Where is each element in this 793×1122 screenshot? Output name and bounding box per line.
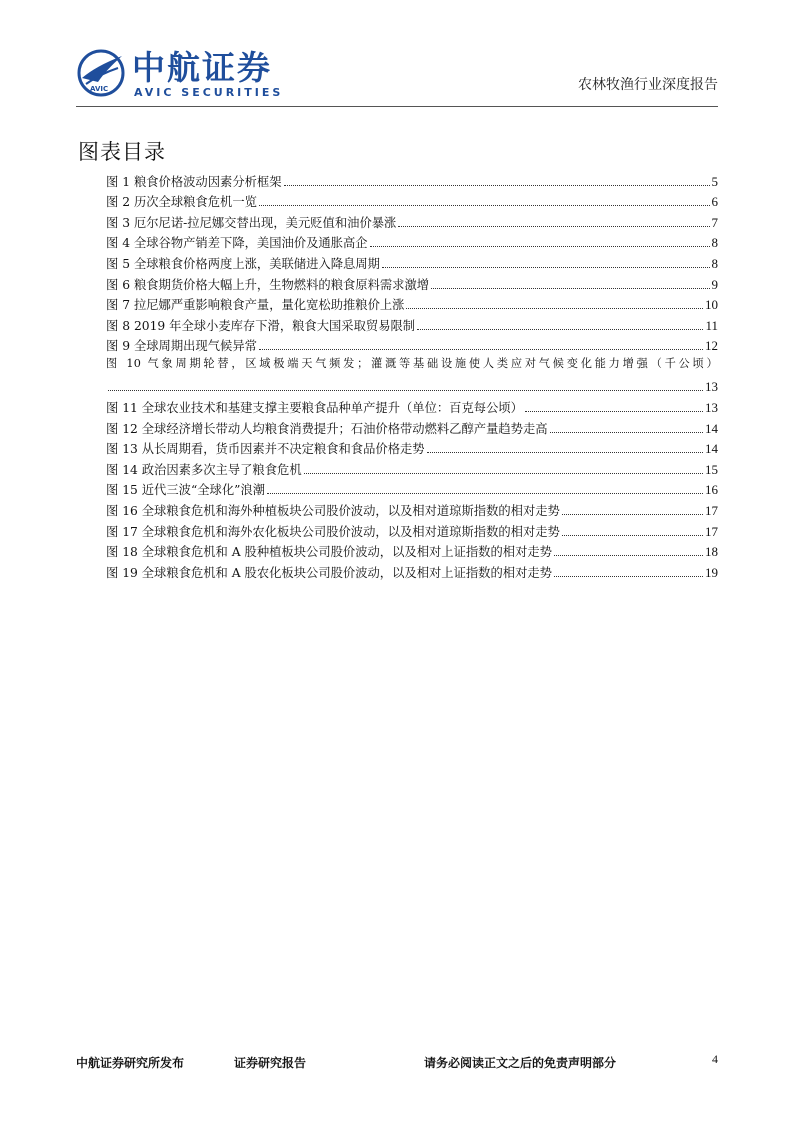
toc-entry[interactable] bbox=[106, 458, 718, 479]
toc-list bbox=[106, 170, 718, 582]
toc-entry-label: 图 9 全球周期出现气候异常 bbox=[106, 339, 257, 354]
toc-entry[interactable] bbox=[106, 191, 718, 212]
toc-entry-page: 19 bbox=[705, 564, 718, 580]
toc-entry[interactable] bbox=[106, 355, 718, 396]
toc-leader bbox=[267, 493, 703, 494]
toc-entry-page: 15 bbox=[705, 461, 718, 477]
toc-leader bbox=[284, 185, 710, 186]
page-footer bbox=[76, 1052, 718, 1074]
toc-entry-label: 图 18 全球粮食危机和 A 股种植板块公司股价波动，以及相对上证指数的相对走势 bbox=[106, 545, 552, 560]
toc-leader bbox=[259, 349, 703, 350]
toc-entry[interactable] bbox=[106, 561, 718, 582]
toc-entry-label: 图 8 2019 年全球小麦库存下滑，粮食大国采取贸易限制 bbox=[106, 318, 416, 333]
toc-entry[interactable] bbox=[106, 252, 718, 273]
toc-leader bbox=[554, 555, 703, 556]
toc-entry[interactable] bbox=[106, 499, 718, 520]
toc-leader bbox=[108, 390, 703, 391]
footer-disclaimer: 请务必阅读正文之后的免责声明部分 bbox=[424, 1056, 617, 1070]
toc-leader bbox=[406, 308, 703, 309]
toc-entry[interactable] bbox=[106, 417, 718, 438]
toc-entry-label: 图 16 全球粮食危机和海外种植板块公司股价波动，以及相对道琼斯指数的相对走势 bbox=[106, 503, 560, 518]
toc-entry-page: 14 bbox=[705, 441, 718, 457]
toc-entry-page: 13 bbox=[705, 379, 718, 395]
toc-entry-label: 图 14 政治因素多次主导了粮食危机 bbox=[106, 462, 302, 477]
toc-entry[interactable] bbox=[106, 211, 718, 232]
avic-logo-icon bbox=[76, 48, 126, 98]
toc-leader bbox=[427, 452, 703, 453]
toc-entry-label: 图 3 厄尔尼诺-拉尼娜交替出现，美元贬值和油价暴涨 bbox=[106, 215, 397, 230]
page-number: 4 bbox=[712, 1052, 718, 1066]
toc-entry[interactable] bbox=[106, 170, 718, 191]
toc-entry-page: 10 bbox=[705, 297, 718, 313]
toc-leader bbox=[417, 329, 703, 330]
report-type: 农林牧渔行业深度报告 bbox=[578, 77, 718, 93]
toc-title: 图表目录 bbox=[78, 140, 166, 164]
logo-badge: AVIC bbox=[90, 85, 109, 93]
toc-entry-label: 图 4 全球谷物产销差下降，美国油价及通胀高企 bbox=[106, 236, 368, 251]
toc-entry-page: 8 bbox=[711, 235, 718, 251]
toc-entry[interactable] bbox=[106, 273, 718, 294]
toc-entry-page: 8 bbox=[711, 255, 718, 271]
toc-leader bbox=[431, 288, 709, 289]
toc-entry[interactable] bbox=[106, 335, 718, 356]
toc-entry-page: 16 bbox=[705, 482, 718, 498]
toc-leader bbox=[554, 576, 703, 577]
toc-entry-page: 17 bbox=[705, 523, 718, 539]
toc-entry-label: 图 12 全球经济增长带动人均粮食消费提升；石油价格带动燃料乙醇产量趋势走高 bbox=[106, 421, 548, 436]
toc-entry-label: 图 6 粮食期货价格大幅上升，生物燃料的粮食原料需求激增 bbox=[106, 277, 430, 292]
toc-entry-page: 11 bbox=[705, 317, 718, 333]
footer-publisher: 中航证券研究所发布 bbox=[76, 1056, 185, 1070]
toc-entry-label: 图 10 气象周期轮替，区域极端天气频发；灌溉等基础设施使人类应对气候变化能力增强（千公顷） bbox=[106, 357, 718, 371]
toc-entry-page: 14 bbox=[705, 420, 718, 436]
toc-entry-page: 17 bbox=[705, 502, 718, 518]
toc-entry-label: 图 5 全球粮食价格两度上涨，美联储进入降息周期 bbox=[106, 256, 380, 271]
toc-entry[interactable] bbox=[106, 396, 718, 417]
toc-entry-page: 7 bbox=[711, 214, 718, 230]
toc-entry-label: 图 1 粮食价格波动因素分析框架 bbox=[106, 174, 282, 189]
toc-entry-page: 6 bbox=[711, 194, 718, 210]
toc-entry-label: 图 13 从长周期看，货币因素并不决定粮食和食品价格走势 bbox=[106, 442, 425, 457]
toc-entry-page: 5 bbox=[711, 173, 718, 189]
toc-entry-page: 12 bbox=[705, 338, 718, 354]
logo-text-cn: 中航证券 bbox=[132, 48, 272, 87]
toc-entry-label: 图 7 拉尼娜严重影响粮食产量，量化宽松助推粮价上涨 bbox=[106, 298, 405, 313]
toc-leader bbox=[562, 514, 703, 515]
toc-entry-label: 图 15 近代三波“全球化”浪潮 bbox=[106, 483, 266, 498]
toc-leader bbox=[398, 226, 709, 227]
header-divider bbox=[76, 106, 718, 107]
toc-leader bbox=[550, 432, 703, 433]
toc-entry-label: 图 19 全球粮食危机和 A 股农化板块公司股价波动，以及相对上证指数的相对走势 bbox=[106, 565, 552, 580]
toc-leader bbox=[525, 411, 703, 412]
toc-leader bbox=[562, 535, 703, 536]
toc-entry-label: 图 2 历次全球粮食危机一览 bbox=[106, 195, 257, 210]
toc-entry-label: 图 17 全球粮食危机和海外农化板块公司股价波动，以及相对道琼斯指数的相对走势 bbox=[106, 524, 560, 539]
toc-entry[interactable] bbox=[106, 294, 718, 315]
toc-entry[interactable] bbox=[106, 438, 718, 459]
toc-entry[interactable] bbox=[106, 314, 718, 335]
toc-leader bbox=[259, 205, 710, 206]
toc-leader bbox=[382, 267, 710, 268]
toc-entry[interactable] bbox=[106, 541, 718, 562]
toc-entry-label: 图 11 全球农业技术和基建支撑主要粮食品种单产提升（单位：百克每公顷） bbox=[106, 400, 523, 415]
logo-text-en: AVIC SECURITIES bbox=[134, 86, 284, 99]
toc-entry-page: 18 bbox=[705, 544, 718, 560]
toc-entry[interactable] bbox=[106, 479, 718, 500]
toc-entry[interactable] bbox=[106, 520, 718, 541]
toc-entry-page: 9 bbox=[711, 276, 718, 292]
toc-entry-page: 13 bbox=[705, 399, 718, 415]
page-header bbox=[76, 44, 718, 106]
footer-doc-type: 证券研究报告 bbox=[234, 1056, 307, 1070]
toc-entry[interactable] bbox=[106, 232, 718, 253]
toc-leader bbox=[304, 473, 703, 474]
toc-leader bbox=[370, 246, 710, 247]
